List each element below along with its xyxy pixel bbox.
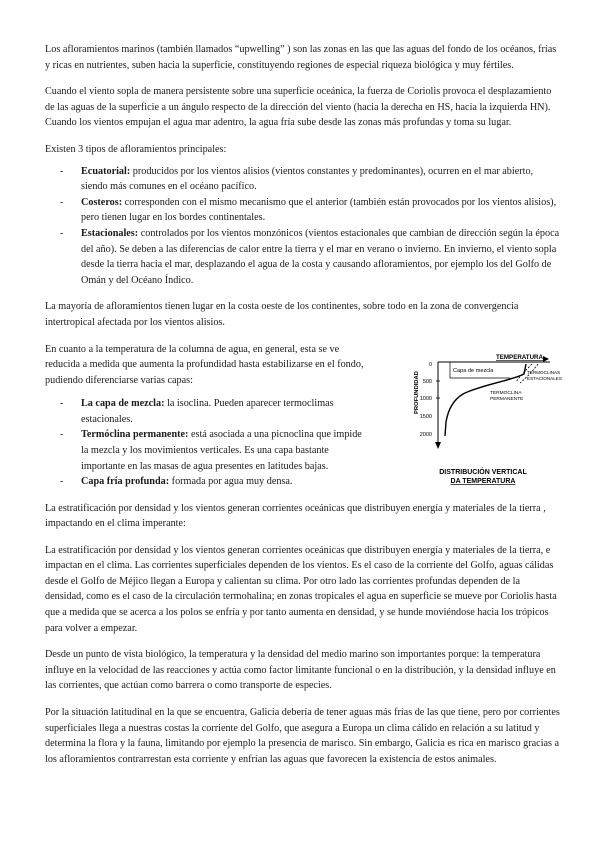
- tick-label: 500: [422, 378, 432, 385]
- upwelling-types-list: [45, 164, 560, 289]
- tick-label: 2000: [419, 431, 432, 438]
- paragraph-coriolis: Cuando el viento sopla de manera persistente sobre una superficie oceánica, la fuerza de Coriolis provoca el desplazamiento de las aguas de la superficie a un ángulo respecto de la dirección del viento (hacia la derecha en HS, hacia la izquierda HN). Cuando los vientos empujan el agua mar adentro, la agua fría sube desde las zonas más profundas y toma su lugar.: [45, 86, 552, 129]
- permanent-label: PERMANENTE: [490, 396, 524, 402]
- list-item: [45, 427, 367, 474]
- list-item: [45, 195, 560, 226]
- temperature-profile-diagram: [408, 352, 562, 492]
- list-item: [45, 396, 367, 427]
- list-item-term: La capa de mezcla:: [81, 398, 165, 410]
- temperature-text: [45, 342, 367, 490]
- tick-label: 1000: [419, 395, 432, 402]
- arrow-right-icon: [543, 356, 549, 362]
- tick-label: 1500: [419, 413, 432, 420]
- list-item-text: controlados por los vientos monzónicos (vientos estacionales que cambian de dirección según la época del año). Se deben a las diferencias de calor entre la tierra y el mar en verano o invierno. En invierno, el viento sopla desde la tierra hacia el mar, desplazando el agua de la costa y causando afloramientos, por ejemplo los del Golfo de Omán y del Océano Índico.: [81, 227, 560, 286]
- water-layers-list: [45, 396, 367, 490]
- list-item-term: Termóclina permanente:: [81, 429, 189, 441]
- paragraph-biology: Desde un punto de vista biológico, la temperatura y la densidad del medio marino son importantes porque: la temperatura influye en la velocidad de las reacciones y actúa como factor limitante funcional o en la distribución, y la densidad influye en las corrientes, que actúan como barrera o como transporte de especies.: [45, 649, 556, 692]
- list-item-text: formada por agua muy densa.: [169, 476, 293, 488]
- list-item-term: Ecuatorial:: [81, 165, 131, 177]
- temperature-section: [45, 342, 560, 492]
- list-item: [45, 474, 367, 490]
- figure-caption-line: DA TEMPERATURA: [450, 477, 516, 485]
- top-axis-label: TEMPERATURA: [496, 353, 543, 361]
- list-item-text: corresponden con el mismo mecanismo que el anterior (también están provocados por los vientos alisios), pero tienen lugar en los bordes continentales.: [81, 196, 557, 224]
- paragraph-stratification-intro: La estratificación por densidad y los vientos generan corrientes oceánicas que distribuyen energía y materiales de la tierra , impactando en el clima imperante:: [45, 502, 546, 530]
- paragraph-intro: Los afloramientos marinos (también llamados “upwelling” ) son las zonas en las que las aguas del fondo de los océanos, frías y ricas en nutrientes, suben hacia la superficie, constituyendo regiones de especial riqueza biológica y muy fértiles.: [45, 44, 557, 71]
- seasonal-label: TERMOCLINAS: [527, 369, 561, 375]
- tick-label: 0: [428, 361, 432, 368]
- list-item-text: producidos por los vientos alisios (vientos constantes y predominantes), ocurren en el mar abierto, siendo más comunes en el océano pacífico.: [81, 165, 534, 193]
- arrow-down-icon: [435, 442, 441, 449]
- depth-axis-label: PROFUNDIDAD: [414, 370, 420, 414]
- figure-caption-line: DISTRIBUCIÓN VERTICAL: [439, 468, 527, 476]
- list-item-term: Estacionales:: [81, 227, 139, 239]
- permanent-label: TERMOCLINA: [490, 390, 522, 396]
- paragraph-west-coast: La mayoría de afloramientos tienen lugar en la costa oeste de los continentes, sobre todo en la zona de convergencia intertropical afectada por los vientos alisios.: [45, 301, 519, 328]
- list-item-term: Capa fría profunda:: [81, 476, 170, 488]
- seasonal-label: ESTACIONALES: [527, 375, 562, 381]
- document-page: [45, 42, 560, 767]
- list-item: [45, 164, 560, 195]
- list-item-term: Costeros:: [81, 196, 123, 208]
- mixing-layer-label: Capa de mezcla: [453, 367, 494, 374]
- paragraph-galicia: Por la situación latitudinal en la que se encuentra, Galicia debería de tener aguas más frías de las que tiene, pero por corrientes superficiales llega a nuestras costas la corriente del Golfo, que asegura a Europa un clima cálido en relación a su latitud y determina la flora y la fauna, limitando por ejemplo la presencia de marisco. Sin embargo, Galicia es rica en marisco gracias a los afloramientos contrarrestan esta corriente y enfrían las aguas que favorecen la existencia de estos animales.: [45, 707, 560, 765]
- list-item-text: está asociada a una picnoclina que impide la mezcla y los movimientos verticales. Es una capa bastante importante en las masas de agua presentes en latitudes bajas.: [81, 429, 362, 472]
- list-item-text: la isoclina. Pueden aparecer termoclimas estacionales.: [81, 398, 334, 425]
- paragraph-types-intro: Existen 3 tipos de afloramientos principales:: [45, 143, 227, 155]
- paragraph-stratification: La estratificación por densidad y los vientos generan corrientes oceánicas que distribuyen energía y materiales de la tierra, e impactan en el clima. Las corrientes superficiales dependen de los vientos. Es el caso de la corriente del Golfo, aguas cálidas desde el Golfo de Méjico llegan a Europa y calientan su clima. Por otro lado las corrientes profundas dependen de la densidad, como es el caso de la circulación termohalina; en zonas tropicales el agua en superficie se mueve por Coriolis hasta que a medida que se acerca a los polos se enfría y por tanto aumenta en densidad, y se hunde moviéndose hacia los trópicos para volver a empezar.: [45, 544, 557, 634]
- list-item: [45, 226, 560, 288]
- paragraph-temperature: En cuanto a la temperatura de la columna de agua, en general, esta se ve reducida a medida que aumenta la profundidad hasta estabilizarse en el fondo, pudiendo diferenciarse varias capas:: [45, 343, 364, 386]
- temperature-profile-figure: [408, 352, 562, 492]
